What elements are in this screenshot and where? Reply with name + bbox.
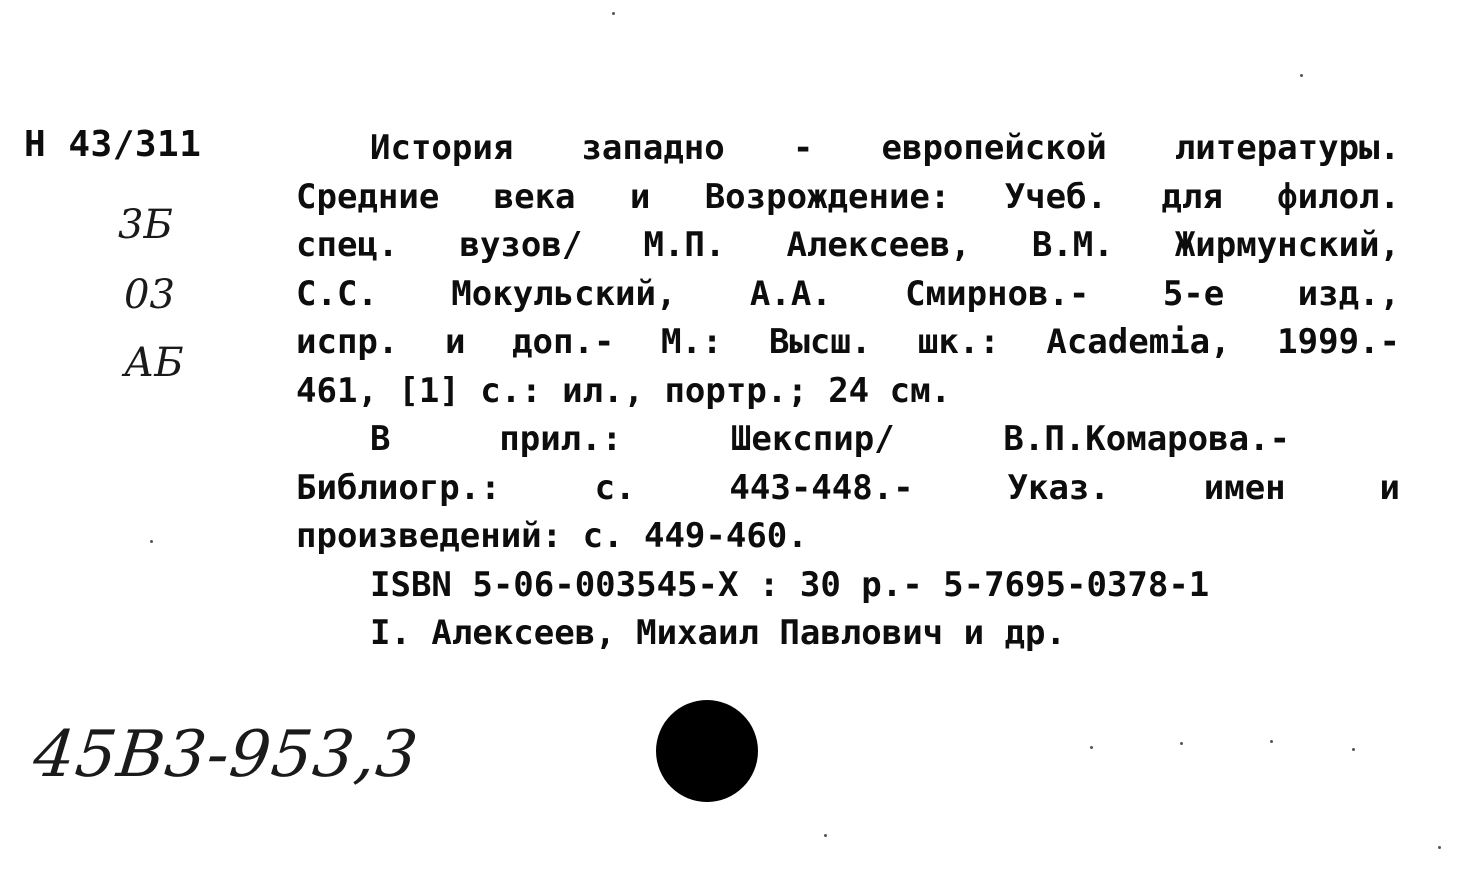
record-line-7-wrap [296,415,1290,464]
handwritten-mark-3: АБ [124,340,184,386]
record-line-title: История западно - европейской литературы. [370,128,1400,168]
record-line-2: Средние века и Возрождение: Учеб. для филол. [296,176,1400,217]
speck [612,12,615,15]
speck [824,834,827,837]
record-line-8: Библиогр.: с. 443-448.- Указ. имен и [296,467,1400,508]
handwritten-mark-2: 03 [124,272,175,318]
bibliographic-record [296,124,1400,658]
speck [150,540,153,543]
record-line-tracing: I. Алексеев, Михаил Павлович и др. [370,613,1066,653]
record-line-isbn: ISBN 5-06-003545-X : 30 р.- 5-7695-0378-1 [370,564,1210,605]
speck [1300,74,1303,77]
speck [1180,742,1183,745]
handwritten-mark-1: 3Б [118,202,173,248]
handwritten-classification: 45В3-953,3 [30,718,422,792]
record-line-3: спец. вузов/ М.П. Алексеев, В.М. Жирмунский, [296,225,1400,265]
record-line-7: В прил.: Шекспир/ В.П.Комарова.- [370,419,1290,459]
speck [1270,740,1273,743]
call-number: Н 43/311 [24,124,202,165]
speck [1090,746,1093,749]
punch-hole [656,700,758,802]
speck [1352,748,1355,751]
record-line-4: С.С. Мокульский, А.А. Смирнов.- 5-е изд., [296,273,1400,314]
record-line-5: испр. и доп.- М.: Высш. шк.: Academia, 1999.- [296,322,1400,362]
record-line-9: произведений: с. 449-460. [296,516,808,556]
record-line-6: 461, [1] с.: ил., портр.; 24 см. [296,370,952,411]
speck [1438,846,1441,849]
